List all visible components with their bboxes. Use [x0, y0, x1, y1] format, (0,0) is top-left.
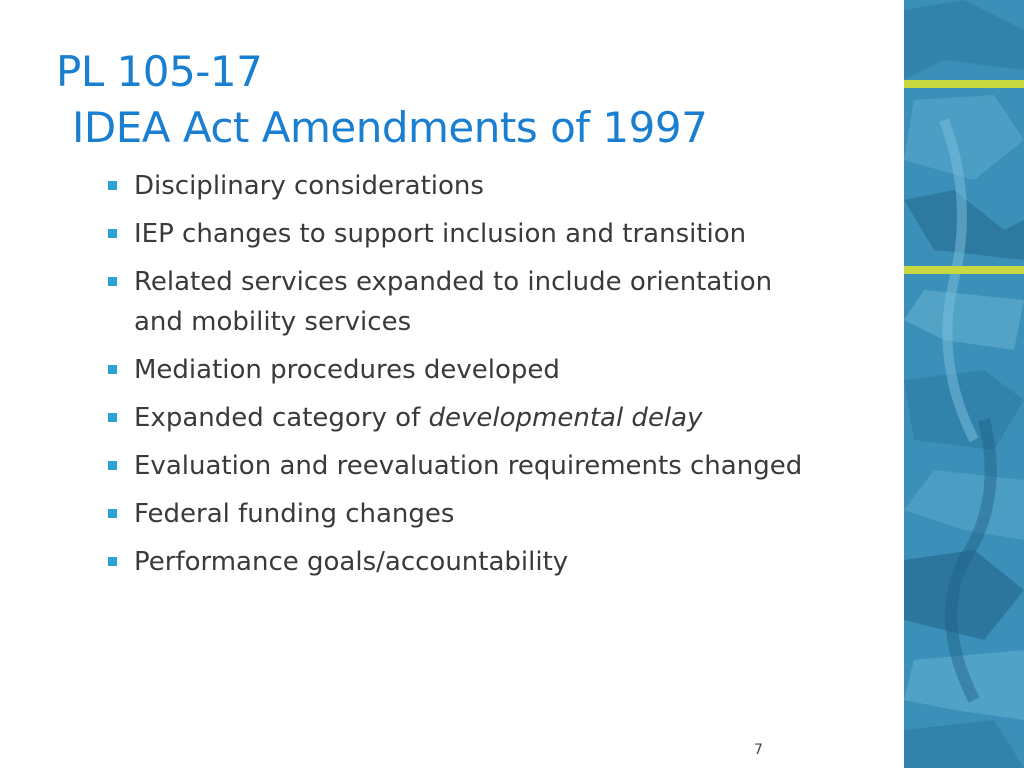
- bullet-item: [106, 446, 826, 486]
- bullet-item: [106, 350, 826, 390]
- bullet-list: [106, 166, 826, 590]
- bullet-item: [106, 398, 826, 438]
- bullet-text: Evaluation and reevaluation requirements changed: [134, 451, 803, 481]
- bullet-item: [106, 542, 826, 582]
- square-bullet-icon: [108, 277, 117, 286]
- square-bullet-icon: [108, 509, 117, 518]
- bullet-item: [106, 262, 826, 342]
- slide-title: [56, 44, 707, 156]
- abstract-texture-graphic: [904, 0, 1024, 768]
- page-number: 7: [754, 742, 763, 758]
- bullet-text: Performance goals/accountability: [134, 547, 569, 577]
- bullet-text: IEP changes to support inclusion and transition: [134, 219, 747, 249]
- bullet-emphasis: developmental delay: [428, 403, 703, 433]
- bullet-text: Related services expanded to include orientation and mobility services: [134, 267, 773, 337]
- bullet-item: [106, 494, 826, 534]
- bullet-text: Mediation procedures developed: [134, 355, 560, 385]
- bullet-item: [106, 214, 826, 254]
- title-line-1: PL 105-17: [56, 47, 263, 96]
- decorative-side-panel: [904, 0, 1024, 768]
- title-line-2: IDEA Act Amendments of 1997: [72, 103, 708, 152]
- bullet-text: Expanded category of: [134, 403, 429, 433]
- square-bullet-icon: [108, 365, 117, 374]
- bullet-text: Disciplinary considerations: [134, 171, 484, 201]
- square-bullet-icon: [108, 461, 117, 470]
- square-bullet-icon: [108, 557, 117, 566]
- square-bullet-icon: [108, 181, 117, 190]
- bullet-text: Federal funding changes: [134, 499, 455, 529]
- square-bullet-icon: [108, 413, 117, 422]
- square-bullet-icon: [108, 229, 117, 238]
- bullet-item: [106, 166, 826, 206]
